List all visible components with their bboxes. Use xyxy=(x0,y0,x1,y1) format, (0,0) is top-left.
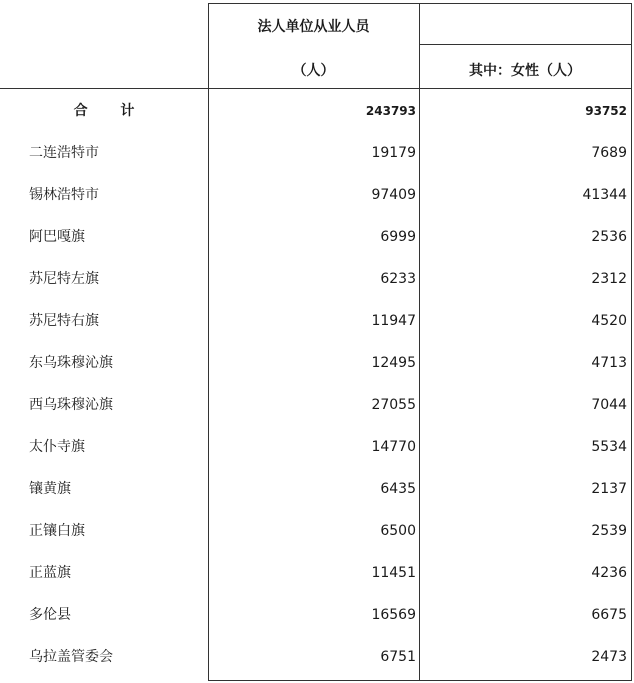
female-value: 4236 xyxy=(591,565,627,581)
total-row xyxy=(0,90,632,132)
female-value: 93752 xyxy=(585,104,627,118)
table-row xyxy=(0,258,632,300)
employees-value: 11947 xyxy=(371,313,416,329)
region-name: 合 计 xyxy=(73,103,149,119)
column-header-employees-unit: （人） xyxy=(292,63,335,79)
employees-value: 16569 xyxy=(371,607,416,623)
female-value: 4713 xyxy=(591,355,627,371)
female-value: 2312 xyxy=(591,271,627,287)
employees-value: 6999 xyxy=(380,229,416,245)
table-row xyxy=(0,510,632,552)
employees-value: 6500 xyxy=(380,523,416,539)
table-row xyxy=(0,426,632,468)
table-row xyxy=(0,594,632,636)
table-top-border xyxy=(208,3,632,4)
region-name: 乌拉盖管委会 xyxy=(29,649,113,665)
region-name: 苏尼特右旗 xyxy=(29,313,99,329)
region-name: 太仆寺旗 xyxy=(29,439,85,455)
region-name: 东乌珠穆沁旗 xyxy=(29,355,113,371)
employees-value: 243793 xyxy=(365,104,416,118)
region-name: 锡林浩特市 xyxy=(29,187,99,203)
header-sub-divider xyxy=(419,44,632,45)
region-name: 多伦县 xyxy=(29,607,71,623)
female-value: 6675 xyxy=(591,607,627,623)
employees-value: 97409 xyxy=(371,187,416,203)
header-bottom-border xyxy=(0,88,632,89)
employees-value: 11451 xyxy=(371,565,416,581)
female-value: 7689 xyxy=(591,145,627,161)
table-row xyxy=(0,342,632,384)
table-row xyxy=(0,132,632,174)
table-row xyxy=(0,216,632,258)
region-name: 西乌珠穆沁旗 xyxy=(29,397,113,413)
female-value: 2137 xyxy=(591,481,627,497)
table-row xyxy=(0,636,632,678)
column-header-employees: 法人单位从业人员 xyxy=(257,19,370,35)
table-row xyxy=(0,174,632,216)
employees-value: 6751 xyxy=(380,649,416,665)
employees-value: 14770 xyxy=(371,439,416,455)
employees-value: 6435 xyxy=(380,481,416,497)
table-row xyxy=(0,552,632,594)
female-value: 2539 xyxy=(591,523,627,539)
table-row xyxy=(0,384,632,426)
female-value: 41344 xyxy=(582,187,627,203)
employees-value: 6233 xyxy=(380,271,416,287)
female-value: 2473 xyxy=(591,649,627,665)
region-name: 二连浩特市 xyxy=(29,145,99,161)
table-row xyxy=(0,300,632,342)
table-row xyxy=(0,468,632,510)
female-value: 7044 xyxy=(591,397,627,413)
female-value: 2536 xyxy=(591,229,627,245)
region-name: 阿巴嘎旗 xyxy=(29,229,85,245)
female-value: 4520 xyxy=(591,313,627,329)
employees-value: 27055 xyxy=(371,397,416,413)
region-name: 正镶白旗 xyxy=(29,523,85,539)
region-name: 镶黄旗 xyxy=(29,481,71,497)
employees-value: 12495 xyxy=(371,355,416,371)
region-name: 苏尼特左旗 xyxy=(29,271,99,287)
table-bottom-border xyxy=(208,680,632,681)
employees-value: 19179 xyxy=(371,145,416,161)
female-value: 5534 xyxy=(591,439,627,455)
region-name: 正蓝旗 xyxy=(29,565,71,581)
column-header-female: 其中：女性（人） xyxy=(469,63,581,79)
